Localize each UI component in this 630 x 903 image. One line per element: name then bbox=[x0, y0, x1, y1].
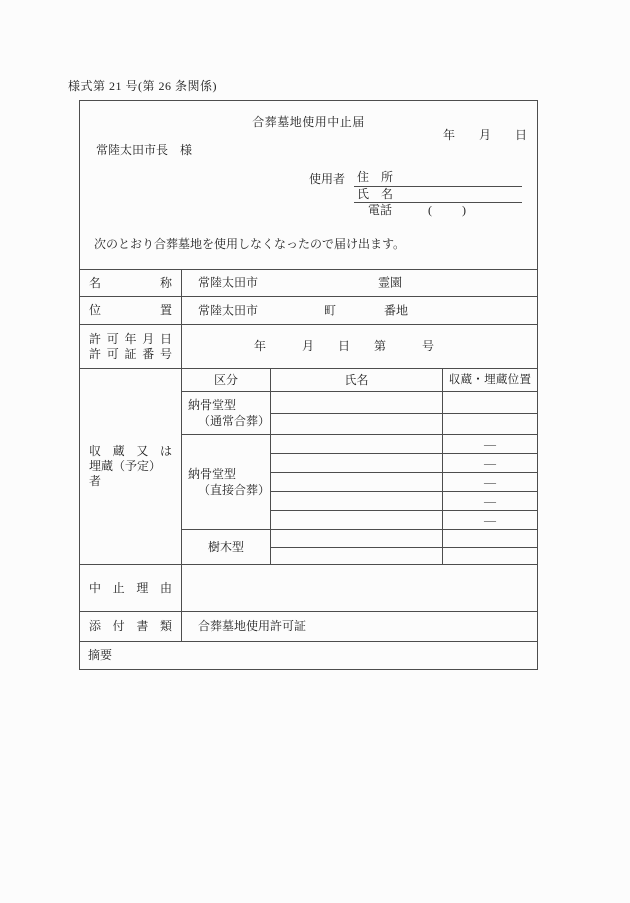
header-person-name: 氏名 bbox=[271, 369, 443, 391]
phone-label: 電話 bbox=[368, 203, 393, 217]
person-name-cell bbox=[271, 392, 443, 413]
permit-row bbox=[80, 324, 537, 368]
location-row-label: 位 置 bbox=[80, 297, 182, 324]
location-row bbox=[80, 296, 537, 324]
permit-date-number-blank: 年 月 日 第 号 bbox=[254, 339, 435, 353]
person-name-cell bbox=[271, 454, 443, 472]
location-value-town: 町 bbox=[324, 303, 337, 317]
applicant-name-field bbox=[354, 187, 522, 203]
location-value-city: 常陸太田市 bbox=[198, 303, 259, 317]
table-row bbox=[271, 413, 537, 435]
storage-burial-section bbox=[80, 368, 537, 564]
table-row bbox=[271, 491, 537, 510]
name-label: 氏 名 bbox=[357, 187, 394, 201]
remarks-label: 摘要 bbox=[88, 648, 113, 662]
position-cell: ― bbox=[484, 512, 496, 527]
storage-table-header bbox=[182, 369, 537, 392]
declaration-statement: 次のとおり合葬墓地を使用しなくなったので届け出ます。 bbox=[94, 237, 406, 251]
position-cell bbox=[443, 392, 537, 413]
position-cell: ― bbox=[484, 474, 496, 489]
attachments-row bbox=[80, 611, 537, 641]
form-box bbox=[79, 100, 538, 670]
applicant-address-field bbox=[354, 170, 522, 187]
permit-row-value bbox=[182, 325, 537, 368]
location-value-lot: 番地 bbox=[384, 303, 409, 317]
name-row-label: 名 称 bbox=[80, 270, 182, 296]
position-cell: ― bbox=[484, 455, 496, 470]
reason-row-value bbox=[182, 565, 537, 611]
category-tree-type: 樹木型 bbox=[182, 530, 271, 564]
addressee: 常陸太田市長 様 bbox=[96, 143, 193, 157]
person-name-cell bbox=[271, 511, 443, 529]
form-title: 合葬墓地使用中止届 bbox=[252, 115, 365, 129]
table-row bbox=[271, 510, 537, 529]
table-row bbox=[271, 453, 537, 472]
position-cell bbox=[443, 530, 537, 547]
table-row bbox=[271, 547, 537, 565]
table-row bbox=[271, 472, 537, 491]
person-name-cell bbox=[271, 548, 443, 565]
position-cell: ― bbox=[484, 493, 496, 508]
person-name-cell bbox=[271, 414, 443, 435]
table-row bbox=[271, 435, 537, 453]
applicant-role-label: 使用者 bbox=[309, 172, 346, 186]
name-row bbox=[80, 269, 537, 296]
person-name-cell bbox=[271, 473, 443, 491]
reason-row bbox=[80, 564, 537, 611]
reason-row-label: 中 止 理 由 bbox=[80, 565, 182, 611]
form-header bbox=[80, 101, 537, 269]
storage-table bbox=[182, 369, 537, 564]
category-ossuary-normal: 納骨堂型 （通常合葬） bbox=[182, 392, 271, 434]
name-value-city: 常陸太田市 bbox=[198, 275, 259, 290]
name-value-cemetery: 霊園 bbox=[378, 275, 403, 290]
position-cell bbox=[443, 548, 537, 565]
address-label: 住 所 bbox=[357, 170, 394, 184]
group-ossuary-direct bbox=[182, 434, 537, 529]
group-tree-type bbox=[182, 529, 537, 564]
name-row-value bbox=[182, 270, 537, 296]
attachments-row-value bbox=[182, 612, 537, 641]
date-blank: 年 月 日 bbox=[442, 128, 527, 142]
permit-row-label: 許 可 年 月 日 許 可 証 番 号 bbox=[80, 325, 182, 368]
form-number: 様式第 21 号(第 26 条関係) bbox=[68, 79, 217, 93]
attachments-value: 合葬墓地使用許可証 bbox=[198, 619, 307, 633]
table-row bbox=[271, 530, 537, 547]
group-ossuary-normal bbox=[182, 392, 537, 434]
person-name-cell bbox=[271, 492, 443, 510]
attachments-row-label: 添 付 書 類 bbox=[80, 612, 182, 641]
person-name-cell bbox=[271, 435, 443, 453]
table-row bbox=[271, 392, 537, 413]
person-name-cell bbox=[271, 530, 443, 547]
category-ossuary-direct: 納骨堂型 （直接合葬） bbox=[182, 435, 271, 529]
header-storage-position: 収蔵・埋蔵位置 bbox=[448, 373, 532, 386]
position-cell bbox=[443, 414, 537, 435]
header-category: 区分 bbox=[182, 369, 271, 391]
position-cell: ― bbox=[484, 436, 496, 451]
phone-blank: ( ) bbox=[428, 203, 468, 217]
location-row-value bbox=[182, 297, 537, 324]
remarks-row bbox=[80, 641, 537, 669]
storage-section-label: 収 蔵 又 は 埋蔵（予定）者 bbox=[80, 369, 182, 564]
